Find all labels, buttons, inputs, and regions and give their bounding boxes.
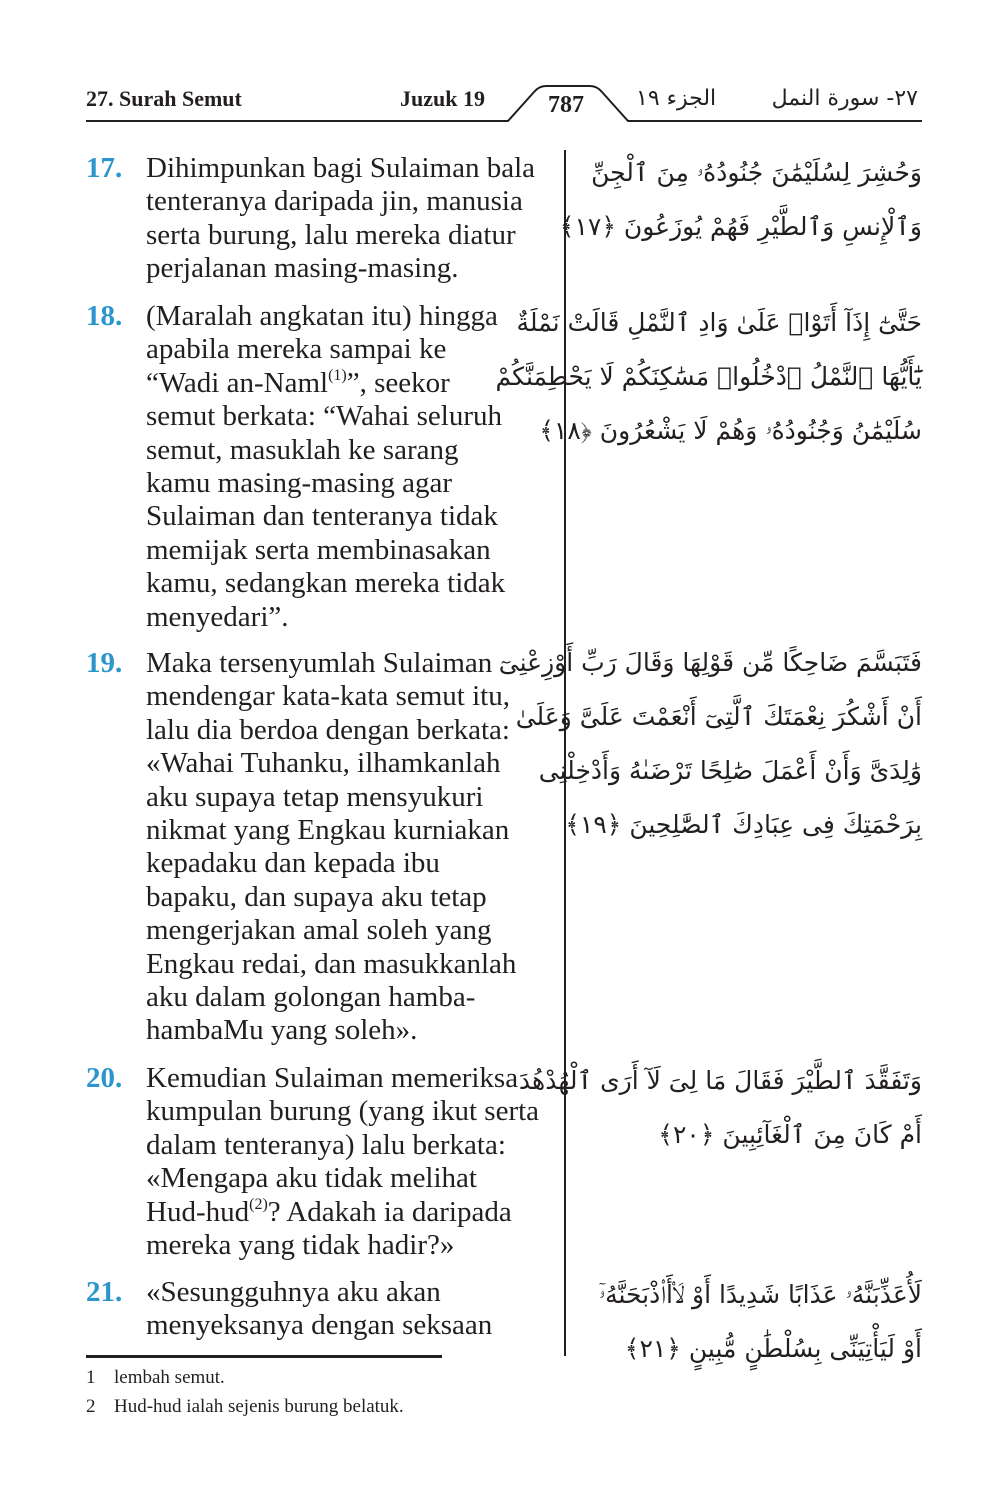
footnote-number: 2 — [86, 1396, 96, 1417]
verse-line: perjalanan masing-masing. — [146, 252, 459, 285]
arabic-line: وَتَفَقَّدَ ٱلطَّيْرَ فَقَالَ مَا لِىَ لَآ أَرَى ٱلْهُدْهُدَ — [518, 1066, 922, 1095]
verse-number: 17. — [86, 152, 123, 184]
arabic-line: وَٰلِدَىَّ وَأَنْ أَعْمَلَ صَٰلِحًا تَرْضَىٰهُ وَأَدْخِلْنِى — [538, 756, 922, 785]
verse-18-translation — [86, 300, 556, 634]
footnote-ref-2: (2) — [249, 1195, 268, 1213]
arabic-line: أَوْ لَيَأْتِيَنِّى بِسُلْطَٰنٍ مُّبِينٍ ﴿٢١﴾ — [624, 1334, 922, 1363]
verse-line: kamu, sedangkan mereka tidak — [146, 567, 506, 600]
arabic-line: وَٱلْإِنسِ وَٱلطَّيْرِ فَهُمْ يُوزَعُونَ ﴿١٧﴾ — [559, 212, 922, 241]
verse-line: mereka yang tidak hadir?» — [146, 1229, 455, 1262]
surah-title-arabic: ٢٧- سورة النمل — [771, 86, 918, 111]
verse-line: hambaMu yang soleh». — [146, 1014, 418, 1047]
verse-number: 18. — [86, 300, 123, 332]
verse-line: menyedari”. — [146, 600, 289, 633]
juzuk-latin: Juzuk 19 — [400, 86, 485, 111]
verse-line: mengerjakan amal soleh yang — [146, 914, 492, 947]
verse-line: Hud-hud$^{(2)}$? Adakah ia daripada — [146, 1195, 512, 1228]
verse-line: nikmat yang Engkau kurniakan — [146, 814, 510, 847]
verse-19-arabic — [498, 636, 922, 852]
verse-line: serta burung, lalu mereka diatur — [146, 218, 516, 251]
verse-line: dalam tenteranya) lalu berkata: — [146, 1128, 506, 1161]
verse-line: kepadaku dan kepada ibu — [146, 847, 440, 880]
arabic-line: أَمْ كَانَ مِنَ ٱلْغَآئِبِينَ ﴿٢٠﴾ — [658, 1120, 922, 1149]
footnote-2 — [86, 1395, 404, 1419]
juzuk-arabic: الجزء ١٩ — [636, 86, 717, 111]
arabic-line: يَٰٓأَيُّهَا ٱلنَّمْلُ ٱدْخُلُوا۟ مَسَٰكِنَكُمْ لَا يَحْطِمَنَّكُمْ — [495, 362, 922, 391]
verse-line: Maka tersenyumlah Sulaiman — [146, 647, 493, 679]
footnote-ref-1: (1) — [328, 366, 347, 384]
surah-title-latin: 27. Surah Semut — [86, 86, 242, 111]
verse-18-arabic — [495, 296, 922, 458]
footnote-1 — [86, 1366, 225, 1390]
arabic-line: حَتَّىٰٓ إِذَآ أَتَوْا۟ عَلَىٰ وَادِ ٱلنَّمْلِ قَالَتْ نَمْلَةٌ — [516, 308, 922, 337]
verse-line: mendengar kata-kata semut itu, — [146, 680, 510, 713]
verse-line: Kemudian Sulaiman memeriksa — [146, 1062, 519, 1094]
arabic-line: أَنْ أَشْكُرَ نِعْمَتَكَ ٱلَّتِىٓ أَنْعَمْتَ عَلَىَّ وَعَلَىٰ — [515, 702, 922, 731]
verse-line: memijak serta membinasakan — [146, 533, 491, 566]
arabic-line: وَحُشِرَ لِسُلَيْمَٰنَ جُنُودُهُۥ مِنَ ٱلْجِنِّ — [591, 158, 922, 187]
verse-line: Engkau redai, dan masukkanlah — [146, 947, 517, 980]
page-number: 787 — [548, 92, 584, 118]
footnote-text: lembah semut. — [114, 1367, 225, 1388]
verse-line: semut, masuklah ke sarang — [146, 433, 459, 466]
verse-line: tenteranya daripada jin, manusia — [146, 185, 523, 218]
verse-line: semut berkata: “Wahai seluruh — [146, 400, 503, 433]
verse-line: aku supaya tetap mensyukuri — [146, 780, 484, 813]
footnote-divider — [86, 1355, 442, 1358]
verse-line: kumpulan burung (yang ikut serta — [146, 1095, 540, 1128]
verse-20-arabic — [518, 1054, 922, 1162]
footnote-text: Hud-hud ialah sejenis burung belatuk. — [114, 1396, 404, 1417]
arabic-line: لَأُعَذِّبَنَّهُۥ عَذَابًا شَدِيدًا أَوْ لَا۟أَا۟ذْبَحَنَّهُۥٓ — [598, 1280, 922, 1309]
verse-17-arabic — [559, 146, 922, 254]
verse-21-arabic — [592, 1268, 922, 1376]
arabic-line: فَتَبَسَّمَ ضَاحِكًا مِّن قَوْلِهَا وَقَالَ رَبِّ أَوْزِعْنِىٓ — [498, 648, 922, 677]
arabic-line: سُلَيْمَٰنُ وَجُنُودُهُۥ وَهُمْ لَا يَشْعُرُونَ ﴿١٨﴾ — [539, 416, 922, 445]
verse-line: menyeksanya dengan seksaan — [146, 1309, 493, 1342]
verse-line: bapaku, dan supaya aku tetap — [146, 880, 487, 913]
verse-line: kamu masing-masing agar — [146, 467, 453, 500]
verse-20-translation — [86, 1062, 556, 1262]
verse-17-translation — [86, 152, 556, 286]
verse-line: Sulaiman dan tenteranya tidak — [146, 500, 498, 533]
verse-number: 19. — [86, 647, 123, 679]
verse-line: lalu dia berdoa dengan berkata: — [146, 713, 510, 746]
verse-line: Dihimpunkan bagi Sulaiman bala — [146, 152, 536, 184]
arabic-line: بِرَحْمَتِكَ فِى عِبَادِكَ ٱلصَّٰلِحِينَ ﴿١٩﴾ — [565, 810, 922, 839]
verse-line: «Wahai Tuhanku, ilhamkanlah — [146, 747, 501, 780]
verse-21-translation — [86, 1276, 556, 1343]
verse-line: aku dalam golongan hamba- — [146, 981, 476, 1014]
verse-number: 20. — [86, 1062, 123, 1094]
verse-line: «Mengapa aku tidak melihat — [146, 1162, 477, 1195]
verse-line: (Maralah angkatan itu) hingga — [146, 300, 498, 332]
footnote-number: 1 — [86, 1367, 96, 1388]
verse-number: 21. — [86, 1276, 123, 1308]
verse-line: “Wadi an-Naml$^{(1)}$”, seekor — [146, 366, 450, 399]
verse-line: «Sesungguhnya aku akan — [146, 1276, 441, 1308]
verse-19-translation — [86, 647, 556, 1048]
verse-line: apabila mereka sampai ke — [146, 333, 447, 366]
page-header — [0, 0, 1000, 130]
